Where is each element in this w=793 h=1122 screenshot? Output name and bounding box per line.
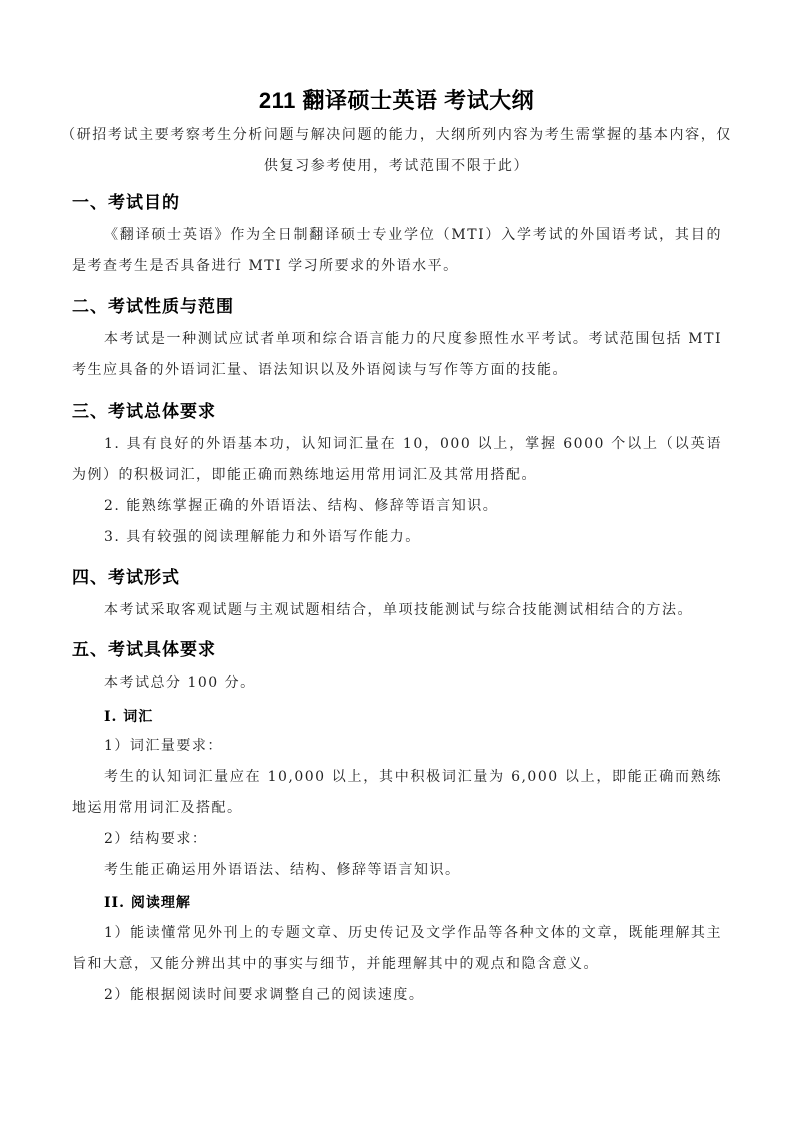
paragraph: 本考试采取客观试题与主观试题相结合，单项技能测试与综合技能测试相结合的方法。 [104, 602, 693, 618]
paragraph: 本考试总分 100 分。 [104, 675, 256, 691]
section-heading-format: 四、考试形式 [72, 568, 180, 588]
document-subtitle: （研招考试主要考察考生分析问题与解决问题的能力，大纲所列内容为考生需掌握的基本内容，仅供复习参考使用，考试范围不限于此） [61, 127, 732, 174]
section-heading-specific-requirements: 五、考试具体要求 [72, 640, 216, 660]
paragraph: 2）结构要求： [104, 831, 208, 847]
subsection-heading-reading: II. 阅读理解 [104, 895, 191, 911]
paragraph: 1）词汇量要求： [104, 738, 223, 754]
section-heading-purpose: 一、考试目的 [72, 193, 180, 213]
subsection-heading-vocabulary: I. 词汇 [104, 709, 154, 725]
list-item: 1. 具有良好的外语基本功，认知词汇量在 10，000 以上，掌握 6000 个以上（以英语为例）的积极词汇，即能正确而熟练地运用常用词汇及其常用搭配。 [72, 436, 722, 483]
list-item: 2. 能熟练掌握正确的外语语法、结构、修辞等语言知识。 [104, 498, 499, 514]
list-item: 3. 具有较强的阅读理解能力和外语写作能力。 [104, 529, 421, 545]
paragraph: 2）能根据阅读时间要求调整自己的阅读速度。 [104, 987, 425, 1003]
paragraph: 考生的认知词汇量应在 10,000 以上，其中积极词汇量为 6,000 以上，即能正确而熟练地运用常用词汇及搭配。 [72, 769, 722, 816]
document-title: 211 翻译硕士英语 考试大纲 [258, 88, 535, 113]
paragraph: 本考试是一种测试应试者单项和综合语言能力的尺度参照性水平考试。考试范围包括 MTI 考生应具备的外语词汇量、语法知识以及外语阅读与写作等方面的技能。 [72, 331, 722, 378]
section-heading-nature-scope: 二、考试性质与范围 [72, 297, 234, 317]
paragraph: 1）能读懂常见外刊上的专题文章、历史传记及文学作品等各种文体的文章，既能理解其主旨和大意，又能分辨出其中的事实与细节，并能理解其中的观点和隐含意义。 [72, 925, 722, 972]
section-heading-general-requirements: 三、考试总体要求 [72, 402, 216, 422]
paragraph: 《翻译硕士英语》作为全日制翻译硕士专业学位（MTI）入学考试的外国语考试，其目的是考查考生是否具备进行 MTI 学习所要求的外语水平。 [72, 227, 722, 274]
paragraph: 考生能正确运用外语语法、结构、修辞等语言知识。 [104, 862, 461, 878]
